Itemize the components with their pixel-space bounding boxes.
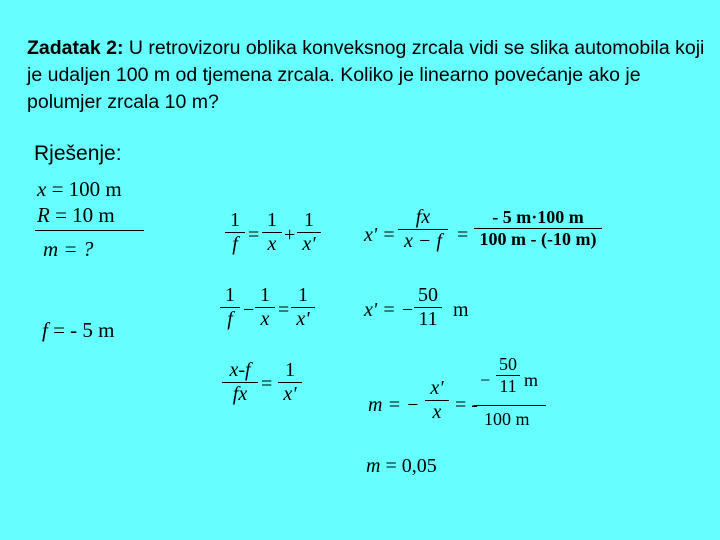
eq3-equals: = [261,373,273,395]
eq1-equals: = [248,224,260,246]
eq6-equals: = - [455,394,478,416]
given-x-symbol: x [37,177,47,201]
problem-statement [27,35,707,116]
eq1-frac-1xp: 1 x' [297,209,321,256]
eq6-frac-symbolic: x' x [425,377,449,424]
eq3-frac-right: 1 x' [278,359,302,406]
eq5-frac: 50 11 [414,284,442,331]
eq2-minus: − [243,299,255,321]
given-divider [35,230,144,231]
eq4-frac-symbolic: fx x − f [398,206,448,253]
eq5-lhs: x' = − [364,299,415,321]
eq2-frac-1xp: 1 x' [291,284,315,331]
eq6-inner-frac: 50 11 [496,354,520,397]
result-value: = 0,05 [380,455,437,477]
eq4-equals: = [457,224,469,246]
focal-length-value: = - 5 m [47,318,115,342]
problem-label: Zadatak 2: [27,37,124,59]
given-r [37,203,115,228]
given-x [37,177,122,202]
unknown-m [43,237,93,262]
unknown-m-symbol: m [43,237,59,261]
result-symbol: m [366,455,381,477]
eq6-lhs: m = − [368,394,420,416]
solution-heading: Rješenje: [34,142,122,165]
eq5-unit: m [453,299,469,321]
eq2-equals: = [278,299,290,321]
focal-length-symbol: f [42,318,48,342]
unknown-m-value: = ? [58,237,94,261]
eq4-frac-numeric: - 5 m·100 m 100 m - (-10 m) [474,207,602,250]
eq3-frac-left: x-f fx [222,359,258,406]
eq2-frac-1f: 1 f [220,284,240,331]
eq1-frac-1f: 1 f [225,209,245,256]
given-r-value: = 10 m [49,203,115,227]
focal-length [42,318,115,343]
eq1-plus: + [284,224,296,246]
eq4-lhs: x' = [364,224,396,246]
eq1-frac-1x: 1 x [262,209,282,256]
given-r-symbol: R [37,203,50,227]
given-x-value: = 100 m [46,177,122,201]
magnification-result [366,455,437,478]
problem-text: U retrovizoru oblika konveksnog zrcala vidi se slika automobila koji je udaljen 100 m od tjemena zrcala. Koliko je linearno povećanje ako je polumjer zrcala 10 m? [27,37,705,113]
eq2-frac-1x: 1 x [255,284,275,331]
